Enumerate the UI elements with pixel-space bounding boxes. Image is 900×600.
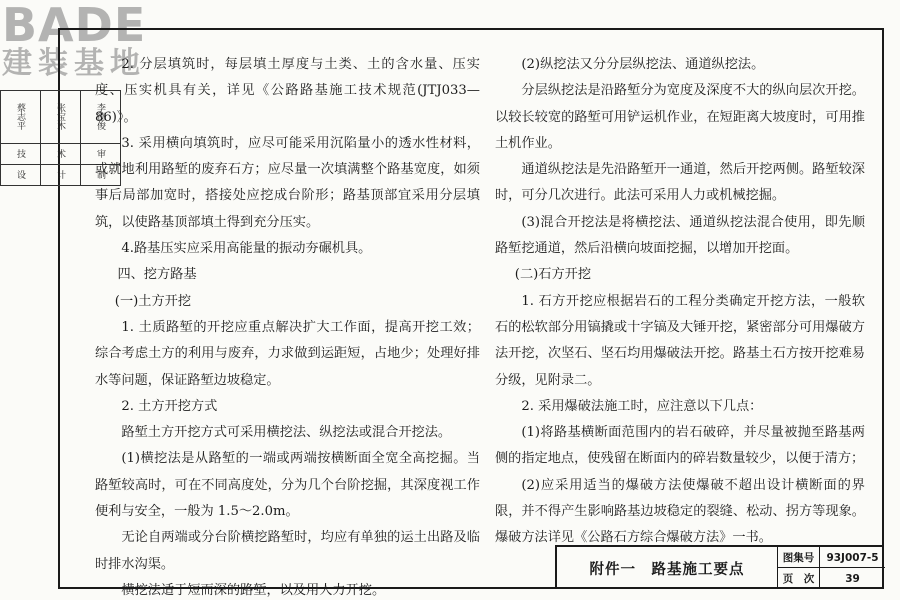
paragraph: 3. 采用横向填筑时，应尽可能采用沉陷量小的透水性材料，或就地利用路堑的废弃石方；应尽量一次填满整个路基宽度，如须事后局部加宽时，搭接处应挖成台阶形；路基顶部宜采用分层填筑，以使路基顶部填土得到充分压实。 (95, 135, 480, 230)
strip-cell: 审 (81, 143, 121, 164)
logo-text-bottom: 建装基地 (2, 46, 146, 81)
paragraph: 2. 采用爆破法施工时，应注意以下几点： (521, 398, 763, 414)
title-block-grid (777, 547, 884, 589)
paragraph: 四、挖方路基 (117, 267, 197, 283)
strip-cell: 蔡志平 (1, 91, 41, 144)
strip-cell: 张宝木 (41, 91, 81, 144)
strip-cell: 李德俊 (81, 91, 121, 144)
page-label: 页 次 (778, 568, 820, 589)
strip-cell: 设 (1, 164, 41, 185)
paragraph: 通道纵挖法是先沿路堑开一通道，然后开挖两侧。路堑较深时，可分几次进行。此法可采用人力或机械挖掘。 (495, 162, 865, 204)
logo-text-top: BADE (2, 0, 147, 52)
paragraph: 1. 土质路堑的开挖应重点解决扩大工作面，提高开挖工效；综合考虑土方的利用与废弃，力求做到运距短，占地少；处理好排水等问题，保证路堑边坡稳定。 (95, 319, 480, 388)
atlas-row (778, 547, 885, 568)
page-number: 39 (845, 572, 860, 585)
paragraph: 分层纵挖法是沿路堑分为宽度及深度不大的纵向层次开挖。以较长较宽的路堑可用铲运机作业，在短距离大坡度时，可用推土机作业。 (495, 83, 865, 151)
paragraph: (一)土方开挖 (114, 293, 192, 309)
paragraph: 1. 石方开挖应根据岩石的工程分类确定开挖方法，一般软石的松软部分用镐撬或十字镐及大锤开挖，紧密部分可用爆破方法开挖，次坚石、坚石均用爆破法开挖。路基土石方按开挖难易分级，见附录二。 (495, 293, 865, 388)
paragraph: (1)横挖法是从路堑的一端或两端按横断面全宽全高挖掘。当路堑较高时，可在不同高度处，分为几个台阶挖掘，其深度视工作便利与安全，一般为 1.5～2.0m。 (95, 451, 480, 520)
page-row (778, 568, 885, 589)
paragraph: (1)将路基横断面范围内的岩石破碎，并尽量被抛至路基两侧的指定地点，使残留在断面内的碎岩数量较少，以便于清方； (495, 425, 865, 467)
title-block (555, 545, 884, 589)
paragraph: 2. 分层填筑时，每层填土厚度与土类、土的含水量、压实度、压实机具有关，详见《公路路基施工技术规范(JTJ033—86)》。 (95, 57, 480, 125)
paragraph: (二)石方开挖 (514, 267, 592, 283)
strip-cell: 技 (1, 143, 41, 164)
atlas-value: 93J007-5 (826, 551, 879, 564)
paragraph: (2)纵挖法又分分层纵挖法、通道纵挖法。 (521, 57, 765, 72)
paragraph: 4.路基压实应采用高能量的振动夯碾机具。 (121, 241, 372, 257)
right-text-column (495, 52, 865, 552)
document-title: 附件一 路基施工要点 (589, 561, 745, 578)
strip-cell: 制 (81, 164, 121, 185)
strip-cell: 术 (41, 143, 81, 164)
paragraph: 横挖法适于短而深的路堑，以及用人力开挖。 (121, 582, 386, 598)
paragraph: 无论自两端或分台阶横挖路堑时，均应有单独的运土出路及临时排水沟渠。 (95, 530, 480, 572)
atlas-label: 图集号 (778, 547, 820, 568)
strip-cell: 计 (41, 164, 81, 185)
paragraph: (3)混合开挖法是将横挖法、通道纵挖法混合使用，即先顺路堑挖通道，然后沿横向坡面挖掘，以增加开挖面。 (495, 214, 865, 257)
approval-strip (0, 90, 105, 186)
left-text-column (95, 52, 480, 600)
paragraph: (2)应采用适当的爆破方法使爆破不超出设计横断面的界限，并不得产生影响路基边坡稳定的裂缝、松动、拐方等现象。爆破方法详见《公路石方综合爆破方法》一书。 (495, 477, 865, 546)
paragraph: 路堑土方开挖方式可采用横挖法、纵挖法或混合开挖法。 (121, 425, 452, 441)
paragraph: 2. 土方开挖方式 (121, 398, 218, 414)
